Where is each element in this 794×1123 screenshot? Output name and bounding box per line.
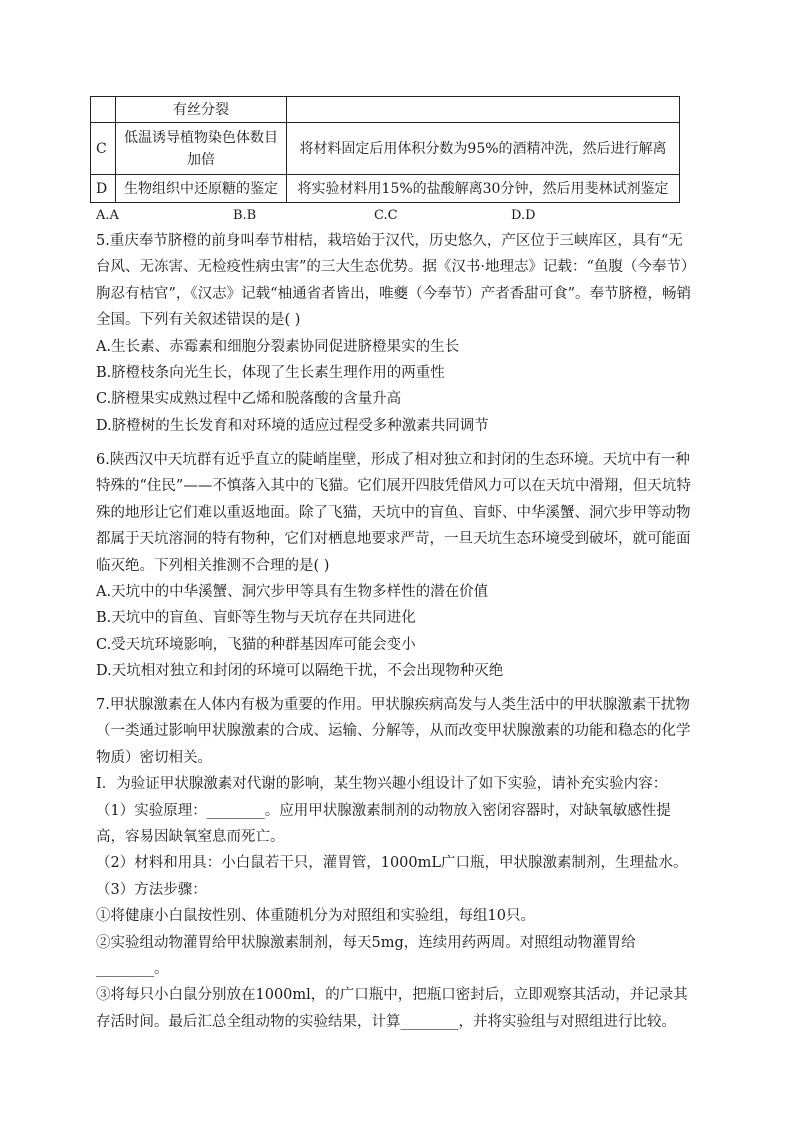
q7-materials: （2）材料和用具：小白鼠若干只，灌胃管，1000mL广口瓶，甲状腺激素制剂，生理盐水。 [96, 855, 688, 872]
row-procedure: 将材料固定后用体积分数为95%的酒精冲洗，然后进行解离 [287, 123, 680, 175]
choice-a: A.A [96, 208, 119, 223]
q7-step-2: ②实验组动物灌胃给甲状腺激素制剂，每天5mg，连续用药两周。对照组动物灌胃给________。 [96, 934, 636, 978]
q5-option-c: C.脐橙果实成熟过程中乙烯和脱落酸的含量升高 [96, 391, 402, 408]
row-method: 低温诱导植物染色体数目加倍 [116, 123, 287, 175]
row-letter: D [91, 175, 116, 203]
question-6 [96, 447, 696, 685]
question-5 [96, 228, 696, 439]
row-letter: C [91, 123, 116, 175]
row-method: 生物组织中还原糖的鉴定 [116, 175, 287, 203]
q7-stem: 7.甲状腺激素在人体内有极为重要的作用。甲状腺疾病高发与人类生活中的甲状腺激素干扰物（一类通过影响甲状腺激素的合成、运输、分解等，从而改变甲状腺激素的功能和稳态的化学物质）密切相关。 [96, 697, 691, 766]
table-row [91, 175, 680, 203]
q7-method-title: （3）方法步骤： [96, 881, 207, 898]
options-table [90, 96, 680, 203]
table-row [91, 123, 680, 175]
row-procedure [287, 97, 680, 123]
q6-option-d: D.天坑相对独立和封闭的环境可以隔绝干扰，不会出现物种灭绝 [96, 663, 504, 680]
choice-d: D.D [511, 208, 536, 223]
q7-principle: （1）实验原理：________。应用甲状腺激素制剂的动物放入密闭容器时，对缺氧敏感性提高，容易因缺氧窒息而死亡。 [96, 802, 671, 846]
q6-stem: 6.陕西汉中天坑群有近乎直立的陡峭崖壁，形成了相对独立和封闭的生态环境。天坑中有一种特殊的“住民”——不慎落入其中的飞猫。它们展开四肢凭借风力可以在天坑中滑翔，但天坑特殊的地形让它们难以重返地面。除了飞猫，天坑中的盲鱼、盲虾、中华溪蟹、洞穴步甲等动物都属于天坑溶洞的特有物种，它们对栖息地要求严苛，一旦天坑生态环境受到破坏，就可能面临灭绝。下列相关推测不合理的是( ) [96, 452, 691, 574]
q7-part1: I．为验证甲状腺激素对代谢的影响，某生物兴趣小组设计了如下实验，请补充实验内容： [96, 776, 668, 793]
question-7 [96, 692, 696, 1035]
table-row [91, 97, 680, 123]
q7-step-3: ③将每只小白鼠分别放在1000ml，的广口瓶中，把瓶口密封后，立即观察其活动，并记录其存活时间。最后汇总全组动物的实验结果，计算________，并将实验组与对照组进行比较。 [96, 987, 688, 1030]
q6-option-c: C.受天坑环境影响，飞猫的种群基因库可能会变小 [96, 636, 416, 653]
q5-option-b: B.脐橙枝条向光生长，体现了生长素生理作用的两重性 [96, 365, 445, 382]
row-procedure: 将实验材料用15%的盐酸解离30分钟，然后用斐林试剂鉴定 [287, 175, 680, 203]
choice-c: C.C [374, 208, 398, 223]
choice-b: B.B [233, 208, 257, 223]
q5-option-d: D.脐橙树的生长发育和对环境的适应过程受多种激素共同调节 [96, 417, 489, 434]
q6-option-b: B.天坑中的盲鱼、盲虾等生物与天坑存在共同进化 [96, 610, 416, 627]
q7-step-1: ①将健康小白鼠按性别、体重随机分为对照组和实验组，每组10只。 [96, 908, 535, 925]
row-letter [91, 97, 116, 123]
row-method: 有丝分裂 [116, 97, 287, 123]
q6-option-a: A.天坑中的中华溪蟹、洞穴步甲等具有生物多样性的潜在价值 [96, 584, 489, 601]
q5-option-a: A.生长素、赤霉素和细胞分裂素协同促进脐橙果实的生长 [96, 338, 460, 355]
q5-stem: 5.重庆奉节脐橙的前身叫奉节柑桔，栽培始于汉代，历史悠久，产区位于三峡库区，具有“无台风、无冻害、无检疫性病虫害”的三大生态优势。据《汉书·地理志》记载：“鱼腹（今奉节）朐忍有桔官”，《汉志》记载“柚通省者皆出，唯夔（今奉节）产者香甜可食”。奉节脐橙，畅销全国。下列有关叙述错误的是( ) [96, 233, 696, 329]
